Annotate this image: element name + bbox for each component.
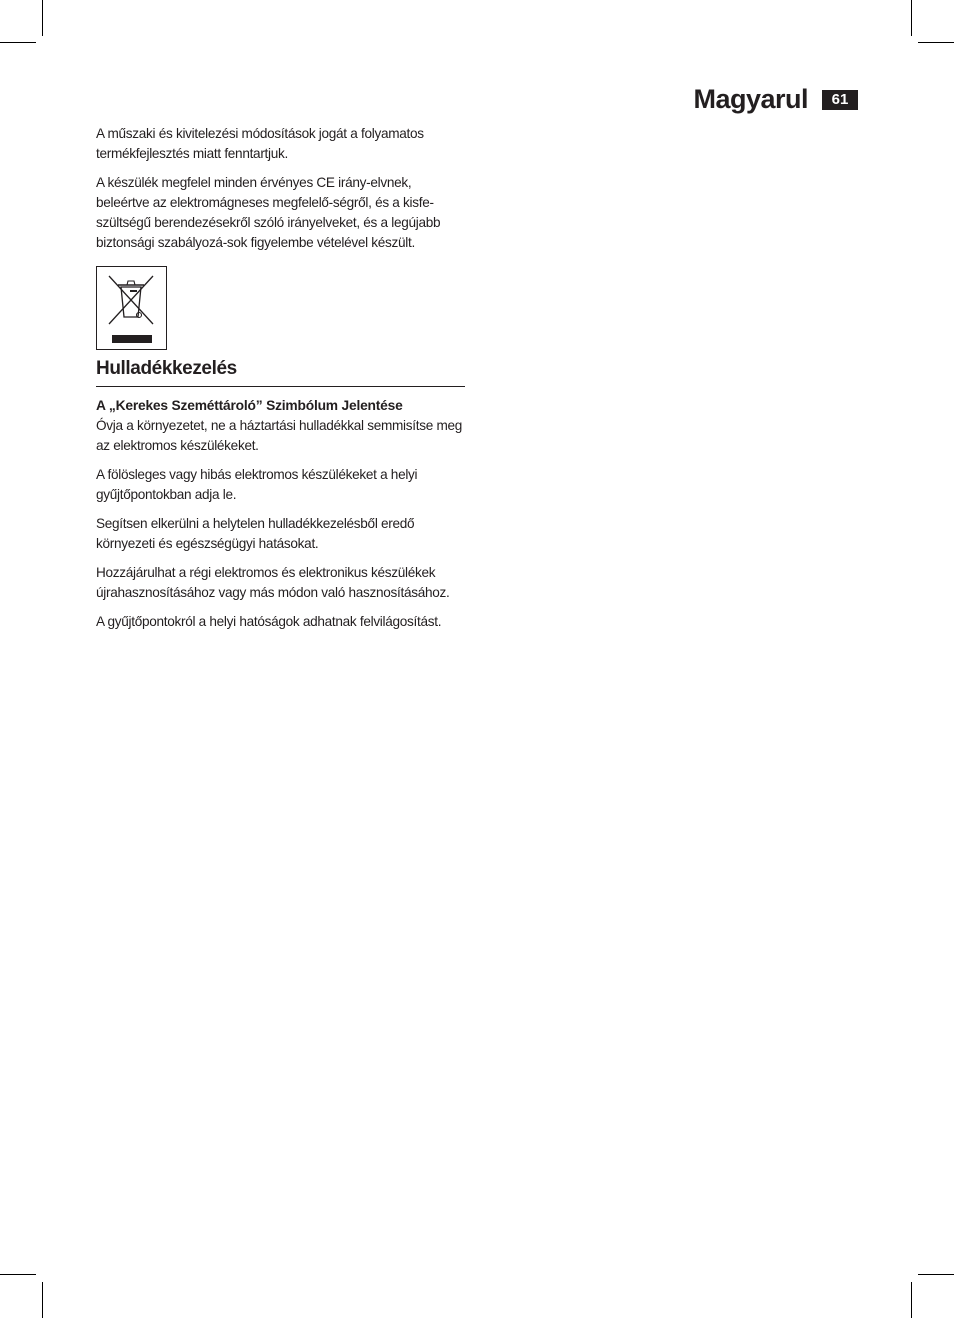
crop-mark [918, 1274, 954, 1275]
crop-mark [918, 42, 954, 43]
crop-mark [42, 1282, 43, 1318]
crop-mark [0, 42, 36, 43]
paragraph: A fölösleges vagy hibás elektromos készülékeket a helyi gyűjtőpontokban adja le. [96, 467, 418, 502]
paragraph: Hozzájárulhat a régi elektromos és elektronikus készülékek újrahasznosításához vagy más módon való hasznosításához. [96, 565, 450, 600]
crossed-out-wheelie-bin-icon [96, 266, 167, 350]
section-subtitle: A „Kerekes Szeméttároló” Szimbólum Jelentése [96, 398, 403, 413]
paragraph: Óvja a környezetet, ne a háztartási hulladékkal semmisítse meg az elektromos készülékeket. [96, 418, 462, 453]
crop-mark [42, 0, 43, 36]
paragraph: A műszaki és kivitelezési módosítások jogát a folyamatos termékfejlesztés miatt fenntartjuk. [96, 126, 424, 161]
crop-mark [911, 0, 912, 36]
language-title: Magyarul [693, 84, 808, 114]
crop-mark [0, 1274, 36, 1275]
content-column [96, 124, 466, 641]
crop-mark [911, 1282, 912, 1318]
paragraph: Segítsen elkerülni a helytelen hulladékkezelésből eredő környezeti és egészségügyi hatásokat. [96, 516, 415, 551]
page-header [693, 84, 858, 115]
page-number: 61 [822, 90, 858, 110]
paragraph: A gyűjtőpontokról a helyi hatóságok adhatnak felvilágosítást. [96, 614, 442, 629]
section-title: Hulladékkezelés [96, 358, 465, 387]
paragraph: A készülék megfelel minden érvényes CE irány-elvnek, beleértve az elektromágneses megfelelő-ségről, és a kisfe-szültségű berendezésekről szóló irányelveket, és a legújabb biztonsági szabályozá-sok figyelembe vételével készült. [96, 175, 441, 250]
